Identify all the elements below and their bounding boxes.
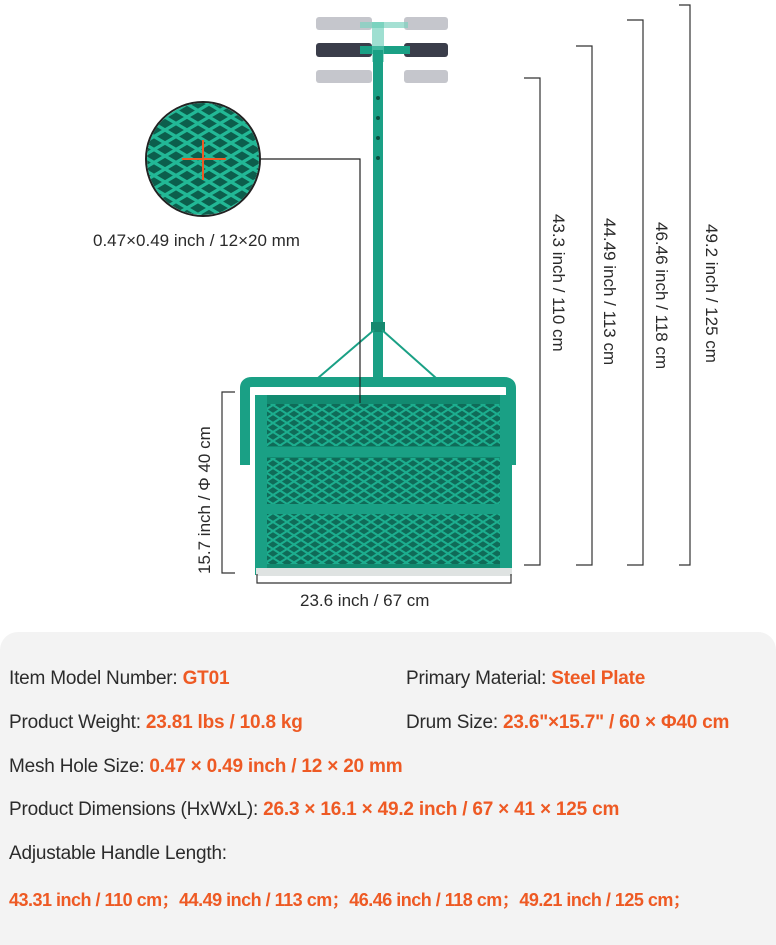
spec-model-label: Item Model Number: bbox=[9, 668, 183, 689]
height-label-118: 46.46 inch / 118 cm bbox=[652, 222, 671, 370]
spec-handle-label: Adjustable Handle Length: bbox=[9, 843, 227, 864]
spec-material bbox=[406, 668, 645, 690]
drum-height-line bbox=[222, 392, 235, 573]
drum-width-label: 23.6 inch / 67 cm bbox=[300, 591, 430, 610]
spec-dimensions-value: 26.3 × 16.1 × 49.2 inch / 67 × 41 × 125 cm bbox=[263, 799, 620, 820]
spec-dimensions bbox=[9, 799, 619, 821]
spec-material-value: Steel Plate bbox=[551, 668, 646, 689]
spec-weight-label: Product Weight: bbox=[9, 712, 146, 733]
drum-roller bbox=[245, 382, 512, 576]
height-label-110: 43.3 inch / 110 cm bbox=[549, 214, 568, 352]
spec-drum-label: Drum Size: bbox=[406, 712, 504, 733]
spec-mesh-label: Mesh Hole Size: bbox=[9, 756, 150, 777]
spec-model-value: GT01 bbox=[182, 668, 230, 689]
spec-mesh bbox=[9, 756, 402, 778]
spec-drum bbox=[406, 712, 729, 734]
spec-weight bbox=[9, 712, 303, 734]
spec-drum-value: 23.6"×15.7" / 60 × Φ40 cm bbox=[503, 712, 730, 733]
spec-handle-values bbox=[9, 886, 690, 912]
drum-height-label: 15.7 inch / Φ 40 cm bbox=[195, 426, 214, 574]
spec-handle-values-text: 43.31 inch / 110 cm；44.49 inch / 113 cm；46.46 inch / 118 cm；49.21 inch / 125 cm； bbox=[9, 890, 691, 910]
mesh-size-label: 0.47×0.49 inch / 12×20 mm bbox=[93, 231, 300, 250]
spec-weight-value: 23.81 lbs / 10.8 kg bbox=[145, 712, 303, 733]
spec-mesh-value: 0.47 × 0.49 inch / 12 × 20 mm bbox=[149, 756, 403, 777]
mesh-zoom-callout bbox=[146, 102, 360, 403]
spec-material-label: Primary Material: bbox=[406, 668, 552, 689]
height-label-113: 44.49 inch / 113 cm bbox=[600, 218, 619, 366]
height-label-125: 49.2 inch / 125 cm bbox=[702, 224, 721, 363]
spec-panel bbox=[0, 632, 776, 945]
spec-model bbox=[9, 668, 229, 690]
spec-dimensions-label: Product Dimensions (HxWxL): bbox=[9, 799, 264, 820]
